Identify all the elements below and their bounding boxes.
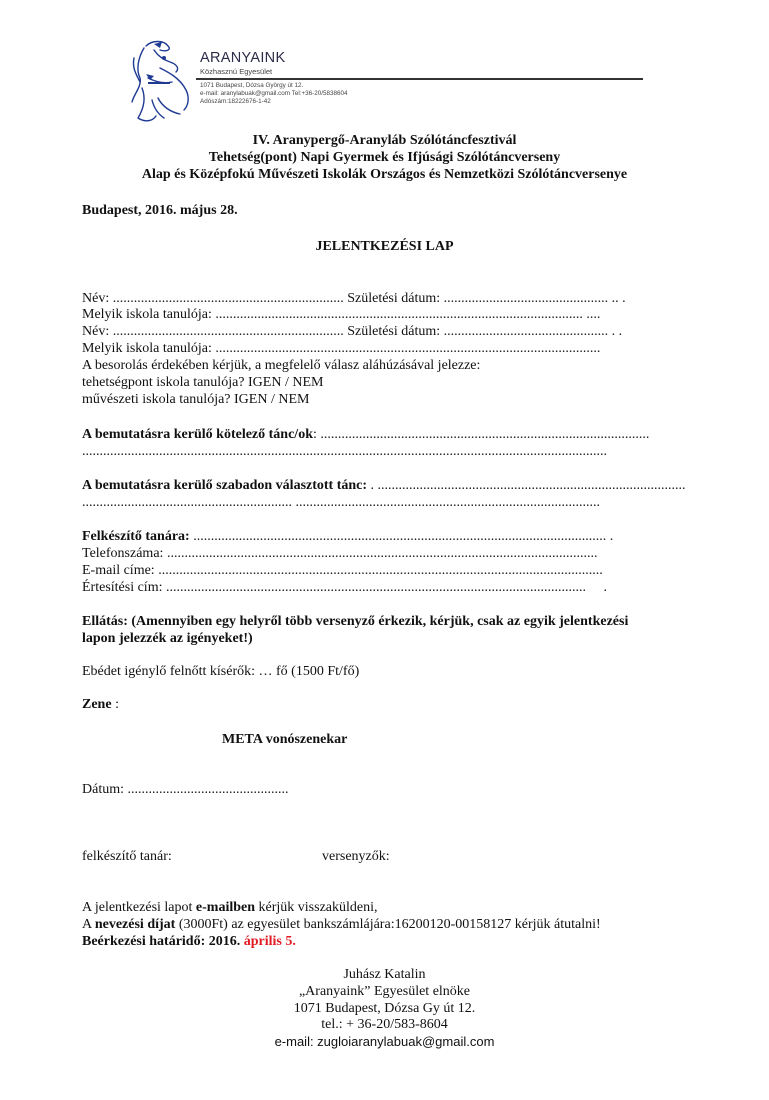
fee-text: (3000Ft) az egyesület bankszámlájára:16200120-00158127 kérjük átutalni! — [175, 917, 601, 932]
deadline-label: Beérkezési határidő: 2016 — [82, 934, 237, 949]
participant-1-school-row — [82, 307, 600, 323]
submission-emphasis: e-mailben — [195, 900, 256, 915]
phone-row — [82, 546, 597, 562]
free-dance-field[interactable]: . ........................................................................................ — [367, 478, 686, 493]
festival-title: IV. Aranypergő-Aranyláb Szólótáncfesztivál — [252, 133, 517, 148]
name-label: Név: — [82, 324, 110, 339]
notify-address-field[interactable]: ........................................................................................................................ . — [162, 580, 607, 595]
footer-phone: tel.: + 36-20/583-8604 — [321, 1017, 448, 1032]
mandatory-dance-field-2[interactable]: ...................................................................................................................................................... — [82, 444, 607, 459]
school-label: Melyik iskola tanulója: — [82, 307, 212, 322]
art-school-question[interactable]: művészeti iskola tanulója? IGEN / NEM — [82, 392, 310, 407]
phone-field[interactable]: ........................................................................................................................... — [163, 546, 598, 561]
email-row — [82, 563, 603, 579]
mandatory-dance-row — [82, 427, 649, 443]
date-field[interactable]: .............................................. — [124, 782, 289, 797]
birth-date-label: Születési dátum: — [347, 324, 441, 339]
birth-date-field-2[interactable]: ............................................... . . — [443, 324, 623, 339]
competition-title: Tehetség(pont) Napi Gyermek és Ifjúsági Szólótáncverseny — [208, 150, 561, 165]
catering-heading: Ellátás: (Amennyiben egy helyről több versenyző érkezik, kérjük, csak az egyik jelentkezési — [82, 614, 629, 629]
music-label: Zene — [82, 697, 112, 712]
teacher-row — [82, 529, 613, 545]
submission-line-1 — [82, 900, 378, 916]
submission-text: A jelentkezési lapot — [82, 900, 196, 915]
teacher-label: Felkészítő tanára: — [82, 529, 190, 544]
teacher-signature-label: felkészítő tanár: — [82, 849, 172, 864]
org-address: 1071 Budapest, Dózsa György út 12. — [200, 82, 304, 89]
fee-text: A — [82, 917, 95, 932]
birth-date-label: Születési dátum: — [347, 291, 441, 306]
mandatory-dance-field[interactable]: : .............................................................................................. — [312, 427, 650, 442]
name-field-2[interactable]: .................................................................. — [112, 324, 344, 339]
lunch-request[interactable]: Ebédet igénylő felnőtt kísérők: … fő (1500 Ft/fő) — [82, 664, 360, 679]
music-row — [82, 697, 119, 713]
form-title: JELENTKEZÉSI LAP — [315, 239, 454, 254]
submission-line-2 — [82, 917, 601, 933]
music-band: META vonószenekar — [222, 732, 348, 747]
teacher-field[interactable]: ...................................................................................................................... . — [189, 529, 614, 544]
free-dance-field-2[interactable]: ............................................................ ....................................................................................... — [82, 495, 600, 510]
name-field-1[interactable]: .................................................................. — [112, 291, 344, 306]
catering-heading-cont: lapon jelezzék az igényeket!) — [82, 631, 253, 646]
org-name: ARANYAINK — [200, 50, 286, 66]
notify-address-label: Értesítési cím: — [82, 580, 163, 595]
submission-text: kérjük visszaküldeni, — [255, 900, 378, 915]
place-date: Budapest, 2016. május 28. — [82, 203, 238, 218]
participant-2-school-row — [82, 341, 600, 357]
classification-instruction: A besorolás érdekében kérjük, a megfelelő válasz aláhúzásával jelezze: — [82, 358, 481, 373]
name-label: Név: — [82, 291, 110, 306]
deadline-date: április 5. — [240, 934, 296, 949]
footer-address: 1071 Budapest, Dózsa Gy út 12. — [293, 1001, 476, 1016]
deadline-dot: . — [236, 934, 241, 949]
fee-emphasis: nevezési díjat — [94, 917, 176, 932]
footer-role: „Aranyaink” Egyesület elnöke — [298, 984, 471, 999]
org-contact: e-mail: aranylabuak@gmail.com Tel:+36-20/5838604 — [200, 90, 348, 97]
competitors-signature-label: versenyzők: — [322, 849, 390, 864]
birth-date-field-1[interactable]: ............................................... .. . — [443, 291, 626, 306]
schools-competition-title: Alap és Középfokú Művészeti Iskolák Országos és Nemzetközi Szólótáncversenye — [141, 167, 628, 182]
free-dance-label: A bemutatásra kerülő szabadon választott tánc: — [82, 478, 368, 493]
date-label: Dátum: — [82, 782, 124, 797]
org-subtitle: Közhasznú Egyesület — [200, 67, 273, 76]
footer-name: Juhász Katalin — [343, 967, 426, 982]
participant-2-row — [82, 324, 622, 340]
phone-label: Telefonszáma: — [82, 546, 164, 561]
notify-address-row — [82, 580, 607, 596]
school-label: Melyik iskola tanulója: — [82, 341, 212, 356]
music-colon: : — [111, 697, 119, 712]
participant-1-row — [82, 291, 626, 307]
date-row — [82, 782, 289, 798]
talent-point-question[interactable]: tehetségpont iskola tanulója? IGEN / NEM — [82, 375, 324, 390]
letterhead-divider — [196, 78, 643, 80]
footer-email[interactable]: e-mail: zugloiaranylabuak@gmail.com — [274, 1034, 495, 1049]
school-field-2[interactable]: .............................................................................................................. — [215, 341, 601, 356]
mandatory-dance-label: A bemutatásra kerülő kötelező tánc/ok — [82, 427, 313, 442]
org-tax-number: Adószám:18222676-1-42 — [200, 98, 271, 105]
school-field-1[interactable]: ......................................................................................................... .... — [215, 307, 601, 322]
deadline-row — [82, 934, 296, 950]
email-field[interactable]: ............................................................................................................................... — [154, 563, 603, 578]
folk-dancer-logo-icon — [124, 38, 196, 126]
email-label: E-mail címe: — [82, 563, 155, 578]
free-dance-row — [82, 478, 686, 494]
